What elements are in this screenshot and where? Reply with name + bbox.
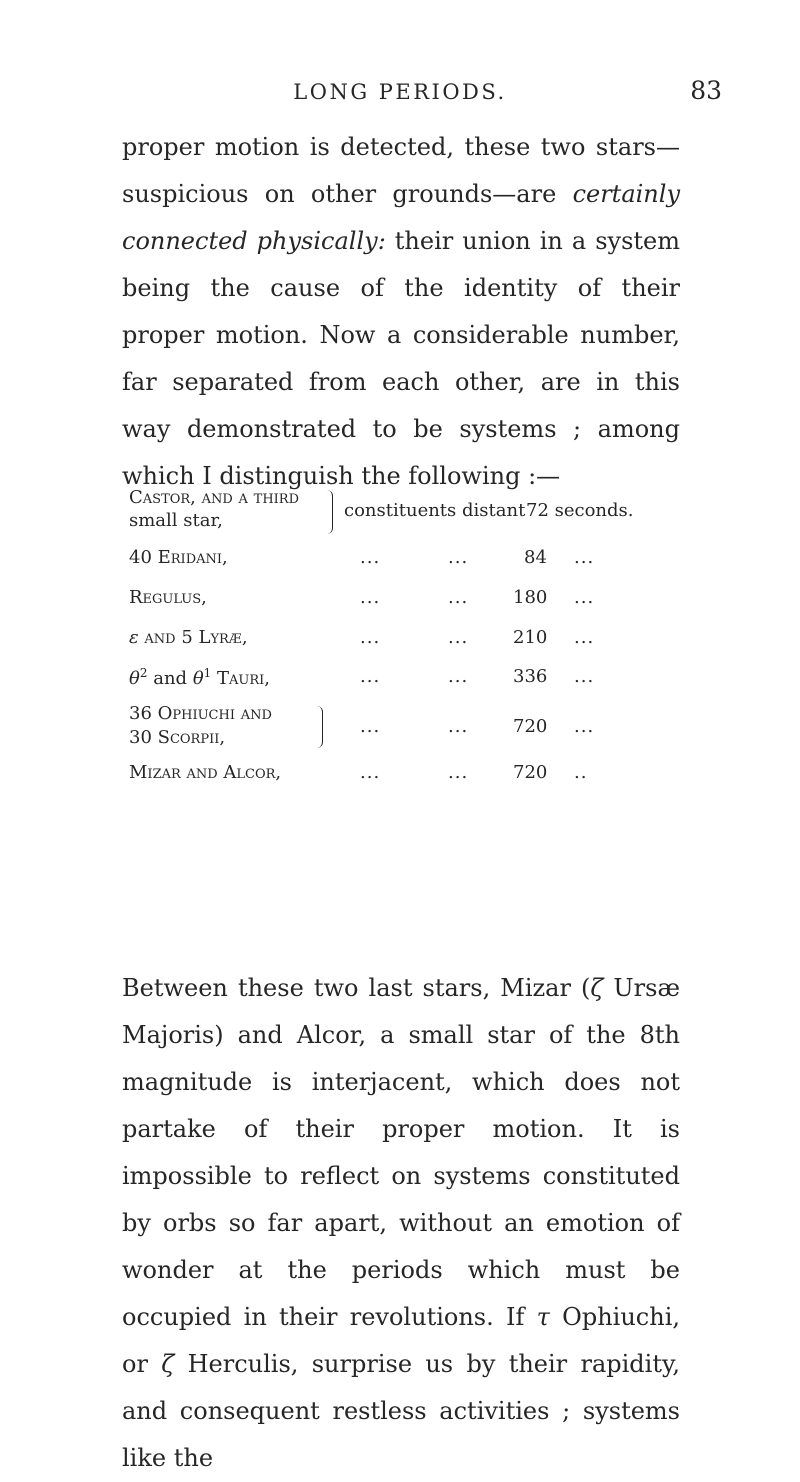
row-ophiuchi-dots-2: ... (448, 716, 469, 737)
paragraph-intro-emphasis: certainly connected physically: (122, 180, 680, 255)
row-castor-name-line2: small star, (129, 510, 223, 531)
row-lyrae-dots-1: ... (360, 627, 381, 648)
paragraph-mizar (122, 965, 680, 1482)
epsilon-symbol: ε (129, 627, 139, 648)
row-ophiuchi-dots-1: ... (360, 716, 381, 737)
theta-superscript-1: 1 (203, 666, 212, 680)
page-number: 83 (690, 76, 722, 105)
theta-symbol: θ (129, 668, 140, 689)
row-eridani-dots-2: ... (448, 547, 469, 568)
brace-ophiuchi (316, 706, 323, 748)
row-regulus-dots-2: ... (448, 587, 469, 608)
row-tauri-value: 336 (513, 666, 548, 687)
row-tauri-dots-2: ... (448, 666, 469, 687)
row-tauri-unit: ... (574, 666, 595, 687)
row-lyrae-value: 210 (513, 627, 548, 648)
paragraph-mizar-text-3: Ophiuchi, or (122, 1303, 680, 1378)
row-lyrae-name (129, 627, 248, 648)
row-mizar-dots-1: ... (360, 762, 381, 783)
theta-superscript-2: 2 (139, 666, 148, 680)
row-regulus-dots-1: ... (360, 587, 381, 608)
row-mizar-unit: .. (574, 762, 588, 783)
row-tauri-and: and (153, 668, 188, 689)
row-mizar-name: Mizar and Alcor, (129, 762, 282, 783)
zeta-symbol: ζ (590, 974, 604, 1002)
paragraph-mizar-text-1: Between these two last stars, Mizar ( (122, 974, 591, 1002)
row-eridani-unit: ... (574, 547, 595, 568)
row-tauri-name (129, 666, 270, 689)
theta-symbol-2: θ (192, 668, 204, 689)
row-mizar-dots-2: ... (448, 762, 469, 783)
paragraph-mizar-text-4: Herculis, surprise us by their rapidity, and consequent restless activities ; systems like the (122, 1350, 680, 1472)
paragraph-mizar-text-2: Ursæ Majoris) and Alcor, a small star of the 8th magnitude is interjacent, which does not partake of their proper motion. It is impossible to reflect on systems constituted by orbs so far apart, without an emotion of wonder at the periods which must be occupied in their revolutions. If (122, 974, 681, 1331)
zeta-symbol-2: ζ (161, 1350, 175, 1378)
row-lyrae-dots-2: ... (448, 627, 469, 648)
row-eridani-dots-1: ... (360, 547, 381, 568)
paragraph-intro-text-end: their union in a system being the cause of the identity of their proper motion. Now a considerable number, far separated from each other, are in this way demonstrated to be systems ; among which I distinguish the following :— (122, 227, 680, 490)
row-castor-name-line1: Castor, and a third (129, 487, 299, 508)
row-eridani-name: 40 Eridani, (129, 547, 228, 568)
row-castor-value: 72 seconds. (526, 500, 634, 521)
running-header: LONG PERIODS. (293, 80, 507, 104)
row-ophiuchi-name-line1: 36 Ophiuchi and (129, 703, 272, 724)
brace-castor (326, 490, 333, 534)
row-regulus-name: Regulus, (129, 587, 207, 608)
row-lyrae-name-text: and 5 Lyræ, (144, 627, 248, 648)
row-eridani-value: 84 (524, 547, 547, 568)
tau-symbol: τ (536, 1303, 550, 1331)
row-ophiuchi-value: 720 (513, 716, 548, 737)
row-ophiuchi-name-line2: 30 Scorpii, (129, 727, 226, 748)
row-mizar-value: 720 (513, 762, 548, 783)
row-regulus-value: 180 (513, 587, 548, 608)
paragraph-intro-text: proper motion is detected, these two stars—suspicious on other grounds—are (122, 133, 680, 208)
row-tauri-name-text: Tauri, (217, 668, 271, 689)
row-ophiuchi-unit: ... (574, 716, 595, 737)
row-lyrae-unit: ... (574, 627, 595, 648)
row-tauri-dots-1: ... (360, 666, 381, 687)
row-regulus-unit: ... (574, 587, 595, 608)
table-header-phrase: constituents distant (344, 500, 526, 521)
